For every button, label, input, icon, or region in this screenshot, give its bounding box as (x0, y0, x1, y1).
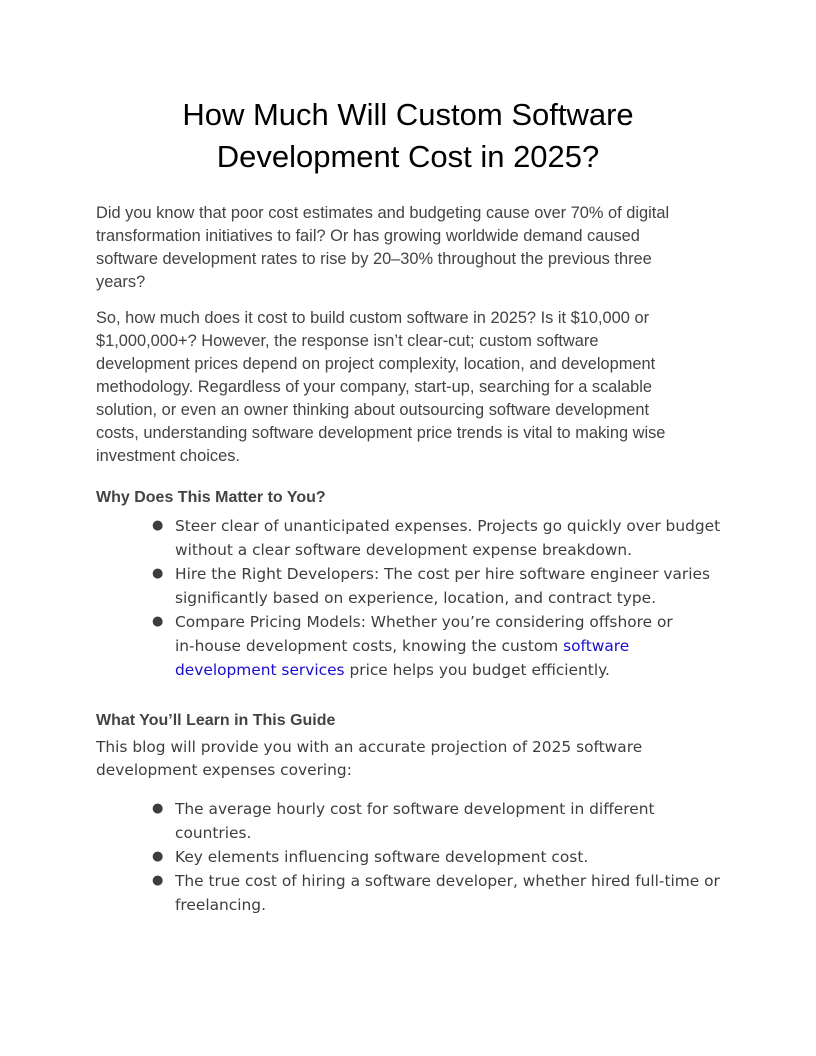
paragraph-line: This blog will provide you with an accurate projection of 2025 software (96, 738, 643, 756)
list-item-text: in-house development costs, knowing the custom (175, 637, 564, 655)
bullet-icon: ● (152, 801, 164, 817)
list-item (96, 610, 720, 682)
list-item-line: Key elements influencing software development cost. (175, 848, 589, 867)
paragraph-line: solution, or even an owner thinking about outsourcing software development (96, 401, 650, 419)
list-item-line: Compare Pricing Models: Whether you’re considering offshore or (175, 613, 673, 631)
paragraph-line: methodology. Regardless of your company, start-up, searching for a scalable (96, 378, 653, 396)
list-item-line: Steer clear of unanticipated expenses. Projects go quickly over budget (175, 517, 721, 535)
list-item-line: The average hourly cost for software development in different (175, 800, 655, 819)
paragraph-line: development expenses covering: (96, 761, 352, 779)
bullet-icon: ● (152, 518, 164, 533)
paragraph-line: costs, understanding software development price trends is vital to making wise (96, 424, 666, 442)
learn-section-heading: What You’ll Learn in This Guide (96, 712, 336, 729)
paragraph-line: investment choices. (96, 447, 240, 465)
paragraph-line: software development rates to rise by 20–30% throughout the previous three (96, 250, 652, 268)
learn-intro-paragraph (96, 736, 720, 782)
list-item-line: significantly based on experience, location, and contract type. (175, 589, 657, 607)
bullet-icon: ● (152, 849, 164, 865)
cost-question-paragraph (96, 307, 720, 468)
paragraph-line: transformation initiatives to fail? Or has growing worldwide demand caused (96, 227, 640, 245)
list-item (96, 797, 720, 845)
list-item-line: without a clear software development expense breakdown. (175, 541, 633, 559)
list-item-line (175, 634, 720, 658)
list-item (96, 869, 720, 917)
document-page (96, 94, 720, 917)
list-item (96, 562, 720, 610)
paragraph-line: years? (96, 273, 146, 291)
list-item-line: freelancing. (175, 896, 266, 915)
list-item-line: The true cost of hiring a software developer, whether hired full-time or (175, 872, 720, 891)
software-development-services-link[interactable]: software (563, 637, 630, 655)
intro-paragraph (96, 202, 720, 294)
why-bullet-list (96, 514, 720, 682)
list-item (96, 845, 720, 869)
list-item-line: countries. (175, 824, 252, 843)
title-line: How Much Will Custom Software (182, 97, 634, 132)
learn-bullet-list (96, 797, 720, 917)
paragraph-line: development prices depend on project complexity, location, and development (96, 355, 656, 373)
paragraph-line: So, how much does it cost to build custom software in 2025? Is it $10,000 or (96, 309, 650, 327)
title-line: Development Cost in 2025? (216, 139, 600, 174)
list-item-text: price helps you budget efficiently. (344, 661, 610, 679)
paragraph-line: Did you know that poor cost estimates and budgeting cause over 70% of digital (96, 204, 670, 222)
page-title (96, 94, 720, 178)
list-item-line: Hire the Right Developers: The cost per hire software engineer varies (175, 565, 710, 583)
bullet-icon: ● (152, 873, 164, 889)
why-section-heading: Why Does This Matter to You? (96, 489, 326, 506)
bullet-icon: ● (152, 566, 164, 581)
list-item (96, 514, 720, 562)
list-item-line (175, 658, 720, 682)
paragraph-line: $1,000,000+? However, the response isn’t clear-cut; custom software (96, 332, 599, 350)
software-development-services-link[interactable]: development services (175, 661, 345, 679)
bullet-icon: ● (152, 614, 164, 629)
